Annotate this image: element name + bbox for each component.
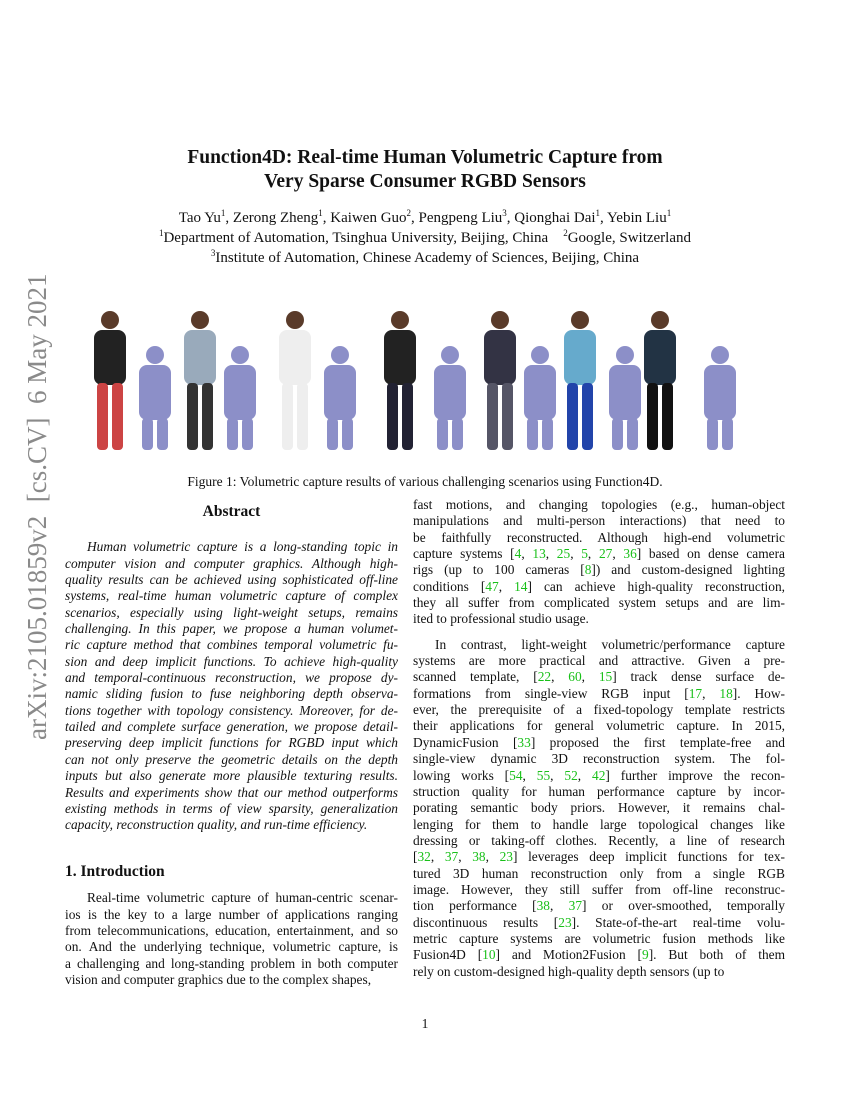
text-line: DynamicFusion [33] proposed the first template-free and: [413, 734, 785, 750]
text-line: namic sliding fusion to fuse neighboring depth observa-: [65, 686, 398, 702]
citation-link[interactable]: 60: [568, 669, 582, 685]
citation-link[interactable]: 4: [514, 546, 522, 562]
text-line: ever, the prerequisite of a fixed-topology template restricts: [413, 702, 785, 718]
citation-link[interactable]: 14: [514, 578, 528, 594]
text-line: computer vision and computer graphics. Although high-: [65, 555, 398, 571]
captured-person-photo: [384, 311, 416, 450]
text-line: single-view dynamic 3D reconstruction system. The fol-: [413, 751, 785, 767]
text-line: manipulations and multi-person interactions) that need to: [413, 513, 785, 529]
text-line: metric capture systems are volumetric fusion methods like: [413, 930, 785, 946]
text-line: porating semantic body priors. However, it remains chal-: [413, 800, 785, 816]
text-line: Results and experiments show that our method outperforms: [65, 784, 398, 800]
citation-link[interactable]: 23: [499, 849, 513, 865]
text-line: lowing works [54, 55, 52, 42] further improve the recon-: [413, 767, 785, 783]
citation-link[interactable]: 38: [536, 898, 550, 914]
text-line: lenging for them to handle large topological changes like: [413, 816, 785, 832]
citation-link[interactable]: 54: [509, 767, 523, 783]
introduction-body: [65, 890, 398, 988]
text-line: tailed and complete surface generation, we propose detail-: [65, 719, 398, 735]
text-line: capture systems [4, 13, 25, 5, 27, 36] based on dense camera: [413, 546, 785, 562]
text-line: Human volumetric capture is a long-standing topic in: [87, 539, 398, 555]
citation-link[interactable]: 5: [581, 546, 588, 562]
author: Qionghai Dai$^1$: [514, 208, 601, 226]
text-line: capacity, reconstruction quality, and run-time efficiency.: [65, 817, 368, 833]
author: Yebin Liu$^1$: [606, 208, 672, 226]
abstract-heading: Abstract: [202, 503, 261, 520]
citation-link[interactable]: 38: [472, 849, 486, 865]
citation-link[interactable]: 23: [558, 914, 572, 930]
text-line: systems are more practical and attractive. Given a pre-: [413, 653, 785, 669]
citation-link[interactable]: 13: [532, 546, 546, 562]
citation-link[interactable]: 42: [592, 767, 606, 783]
text-line: a challenging and long-standing problem in both computer: [65, 955, 398, 971]
paragraph: [413, 637, 785, 980]
paper-title: [0, 146, 850, 194]
author-names: Tao Yu$^1$, Zerong Zheng$^1$, Kaiwen Guo$^2$, Pengpeng Liu$^3$, Qionghai Dai$^1$, Yebin Liu$^1$: [178, 208, 672, 226]
text-line: tion performance [38, 37] or over-smoothed, temporally: [413, 898, 785, 914]
text-line: scenarios, especially using light-weight setups, remains: [65, 604, 398, 620]
text-line: Fusion4D [10] and Motion2Fusion [9]. But both of them: [413, 947, 785, 963]
reconstructed-mesh: [524, 346, 556, 450]
citation-link[interactable]: 55: [536, 767, 551, 783]
reconstructed-mesh: [434, 346, 466, 450]
text-line: rely on custom-designed high-quality depth sensors (up to: [413, 963, 725, 979]
text-line: [32, 37, 38, 23] leverages deep implicit functions for tex-: [413, 849, 785, 865]
title-line: Very Sparse Consumer RGBD Sensors: [264, 171, 586, 192]
introduction-section: [65, 864, 398, 988]
citation-link[interactable]: 37: [444, 849, 459, 865]
page-number: 1: [421, 1016, 429, 1031]
citation-link[interactable]: 18: [719, 685, 733, 701]
reconstructed-mesh: [324, 346, 356, 450]
captured-person-photo: [94, 311, 126, 450]
citation-link[interactable]: 15: [598, 669, 613, 685]
text-line: ios is the key to a large number of applications ranging: [65, 906, 398, 922]
text-line: existing methods in terms of view sparsity, generalization: [65, 800, 398, 816]
text-line: and temporal-continuous reconstruction, we propose dy-: [65, 670, 398, 686]
affiliation: Google, Switzerland: [567, 230, 692, 246]
affiliation: Institute of Automation, Chinese Academy of Sciences, Beijing, China: [215, 250, 640, 266]
text-line: their applications for general volumetric capture. In 2015,: [413, 718, 785, 734]
citation-link[interactable]: 32: [417, 849, 431, 865]
teaser-figure: [80, 300, 770, 465]
abstract-section: [65, 504, 398, 834]
affiliation-3: $^3$Institute of Automation, Chinese Academy of Sciences, Beijing, China: [210, 248, 640, 266]
captured-person-photo: [564, 311, 596, 450]
captured-person-photo: [184, 311, 216, 450]
citation-link[interactable]: 9: [641, 947, 649, 963]
captured-person-photo: [484, 311, 516, 450]
text-line: rigs (up to 100 cameras [8]) and custom-designed lighting: [413, 562, 785, 578]
author: Zerong Zheng$^1$: [232, 208, 323, 226]
author: Pengpeng Liu$^3$: [418, 208, 507, 226]
citation-link[interactable]: 36: [623, 546, 637, 562]
citation-link[interactable]: 22: [537, 669, 552, 685]
text-line: scanned template, [22, 60, 15] track dense surface de-: [413, 669, 785, 685]
text-line: from telecommunications, education, entertainment, and so: [65, 923, 398, 939]
text-line: ric capture method that combines temporal volumetric fu-: [65, 637, 398, 653]
text-line: conditions [47, 14] can achieve high-quality reconstruction,: [413, 578, 785, 594]
citation-link[interactable]: 8: [584, 562, 592, 578]
abstract-body: [65, 539, 398, 833]
captured-person-photo: [279, 311, 311, 450]
text-line: fast motions, and changing topologies (e.g., human-object: [413, 497, 785, 512]
text-line: discontinuous results [23]. State-of-the-art real-time volu-: [413, 914, 785, 930]
text-line: systems, real-time human volumetric capture of complex: [65, 588, 398, 604]
paragraph: [413, 497, 785, 628]
citation-link[interactable]: 33: [517, 734, 531, 750]
text-line: vision and computer graphics due to the complex shapes,: [65, 972, 372, 988]
arxiv-stamp: arXiv:2105.01859v2 [cs.CV] 6 May 2021: [22, 273, 52, 740]
affiliations-1-2: $^1$Department of Automation, Tsinghua University, Beijing, China $^2$Google, Switzerland: [158, 228, 692, 246]
text-line: can not only preserve the geometric details on the depth: [65, 751, 398, 767]
citation-link[interactable]: 47: [485, 578, 499, 594]
text-line: inputs but also generate more plausible texturing results.: [65, 768, 398, 784]
reconstructed-mesh: [224, 346, 256, 450]
affiliation: Department of Automation, Tsinghua University, Beijing, China: [163, 230, 549, 246]
reconstructed-mesh: [704, 346, 736, 450]
author-block: [0, 208, 850, 268]
title-line: Function4D: Real-time Human Volumetric Capture from: [187, 147, 663, 168]
text-line: dressing or taking-off clothes. Recently, a line of research: [413, 832, 785, 848]
text-line: be faithfully reconstructed. Although high-end volumetric: [413, 529, 785, 545]
author: Kaiwen Guo$^2$: [330, 208, 412, 226]
text-line: sion and deep implicit functions. To achieve high-quality: [65, 653, 398, 669]
citation-link[interactable]: 10: [482, 947, 496, 963]
citation-link[interactable]: 17: [688, 685, 703, 701]
citation-link[interactable]: 25: [556, 546, 571, 562]
text-line: tured 3D human reconstruction only from a single RGB: [413, 865, 785, 881]
text-line: preserving deep implicit functions for RGBD input which: [65, 735, 398, 751]
text-line: In contrast, light-weight volumetric/performance capture: [435, 636, 785, 652]
text-line: they all suffer from complicated system setups and are lim-: [413, 595, 785, 611]
text-line: challenging. In this paper, we propose a human volumet-: [65, 621, 398, 637]
captured-person-photo: [644, 311, 676, 450]
citation-link[interactable]: 27: [598, 546, 613, 562]
text-line: tions together with topology consistency. Moreover, for de-: [65, 702, 398, 718]
right-column: [413, 497, 785, 980]
reconstructed-mesh: [139, 346, 171, 450]
text-line: on. And the underlying technique, volumetric capture, is: [65, 939, 398, 955]
introduction-heading: 1. Introduction: [65, 863, 165, 880]
citation-link[interactable]: 37: [568, 898, 583, 914]
text-line: struction quality for human performance capture by incor-: [413, 783, 785, 799]
reconstructed-mesh: [609, 346, 641, 450]
figure-caption: Figure 1: Volumetric capture results of various challenging scenarios using Function4D.: [187, 474, 663, 489]
author: Tao Yu$^1$: [178, 208, 226, 226]
text-line: quality results can be achieved using sophisticated off-line: [65, 572, 398, 588]
citation-link[interactable]: 52: [564, 767, 578, 783]
text-line: ited to professional studio usage.: [413, 611, 589, 627]
text-line: formations from single-view RGB input [17, 18]. How-: [413, 685, 785, 701]
text-line: image. However, they still suffer from off-line reconstruc-: [413, 881, 785, 897]
text-line: Real-time volumetric capture of human-centric scenar-: [87, 890, 398, 906]
